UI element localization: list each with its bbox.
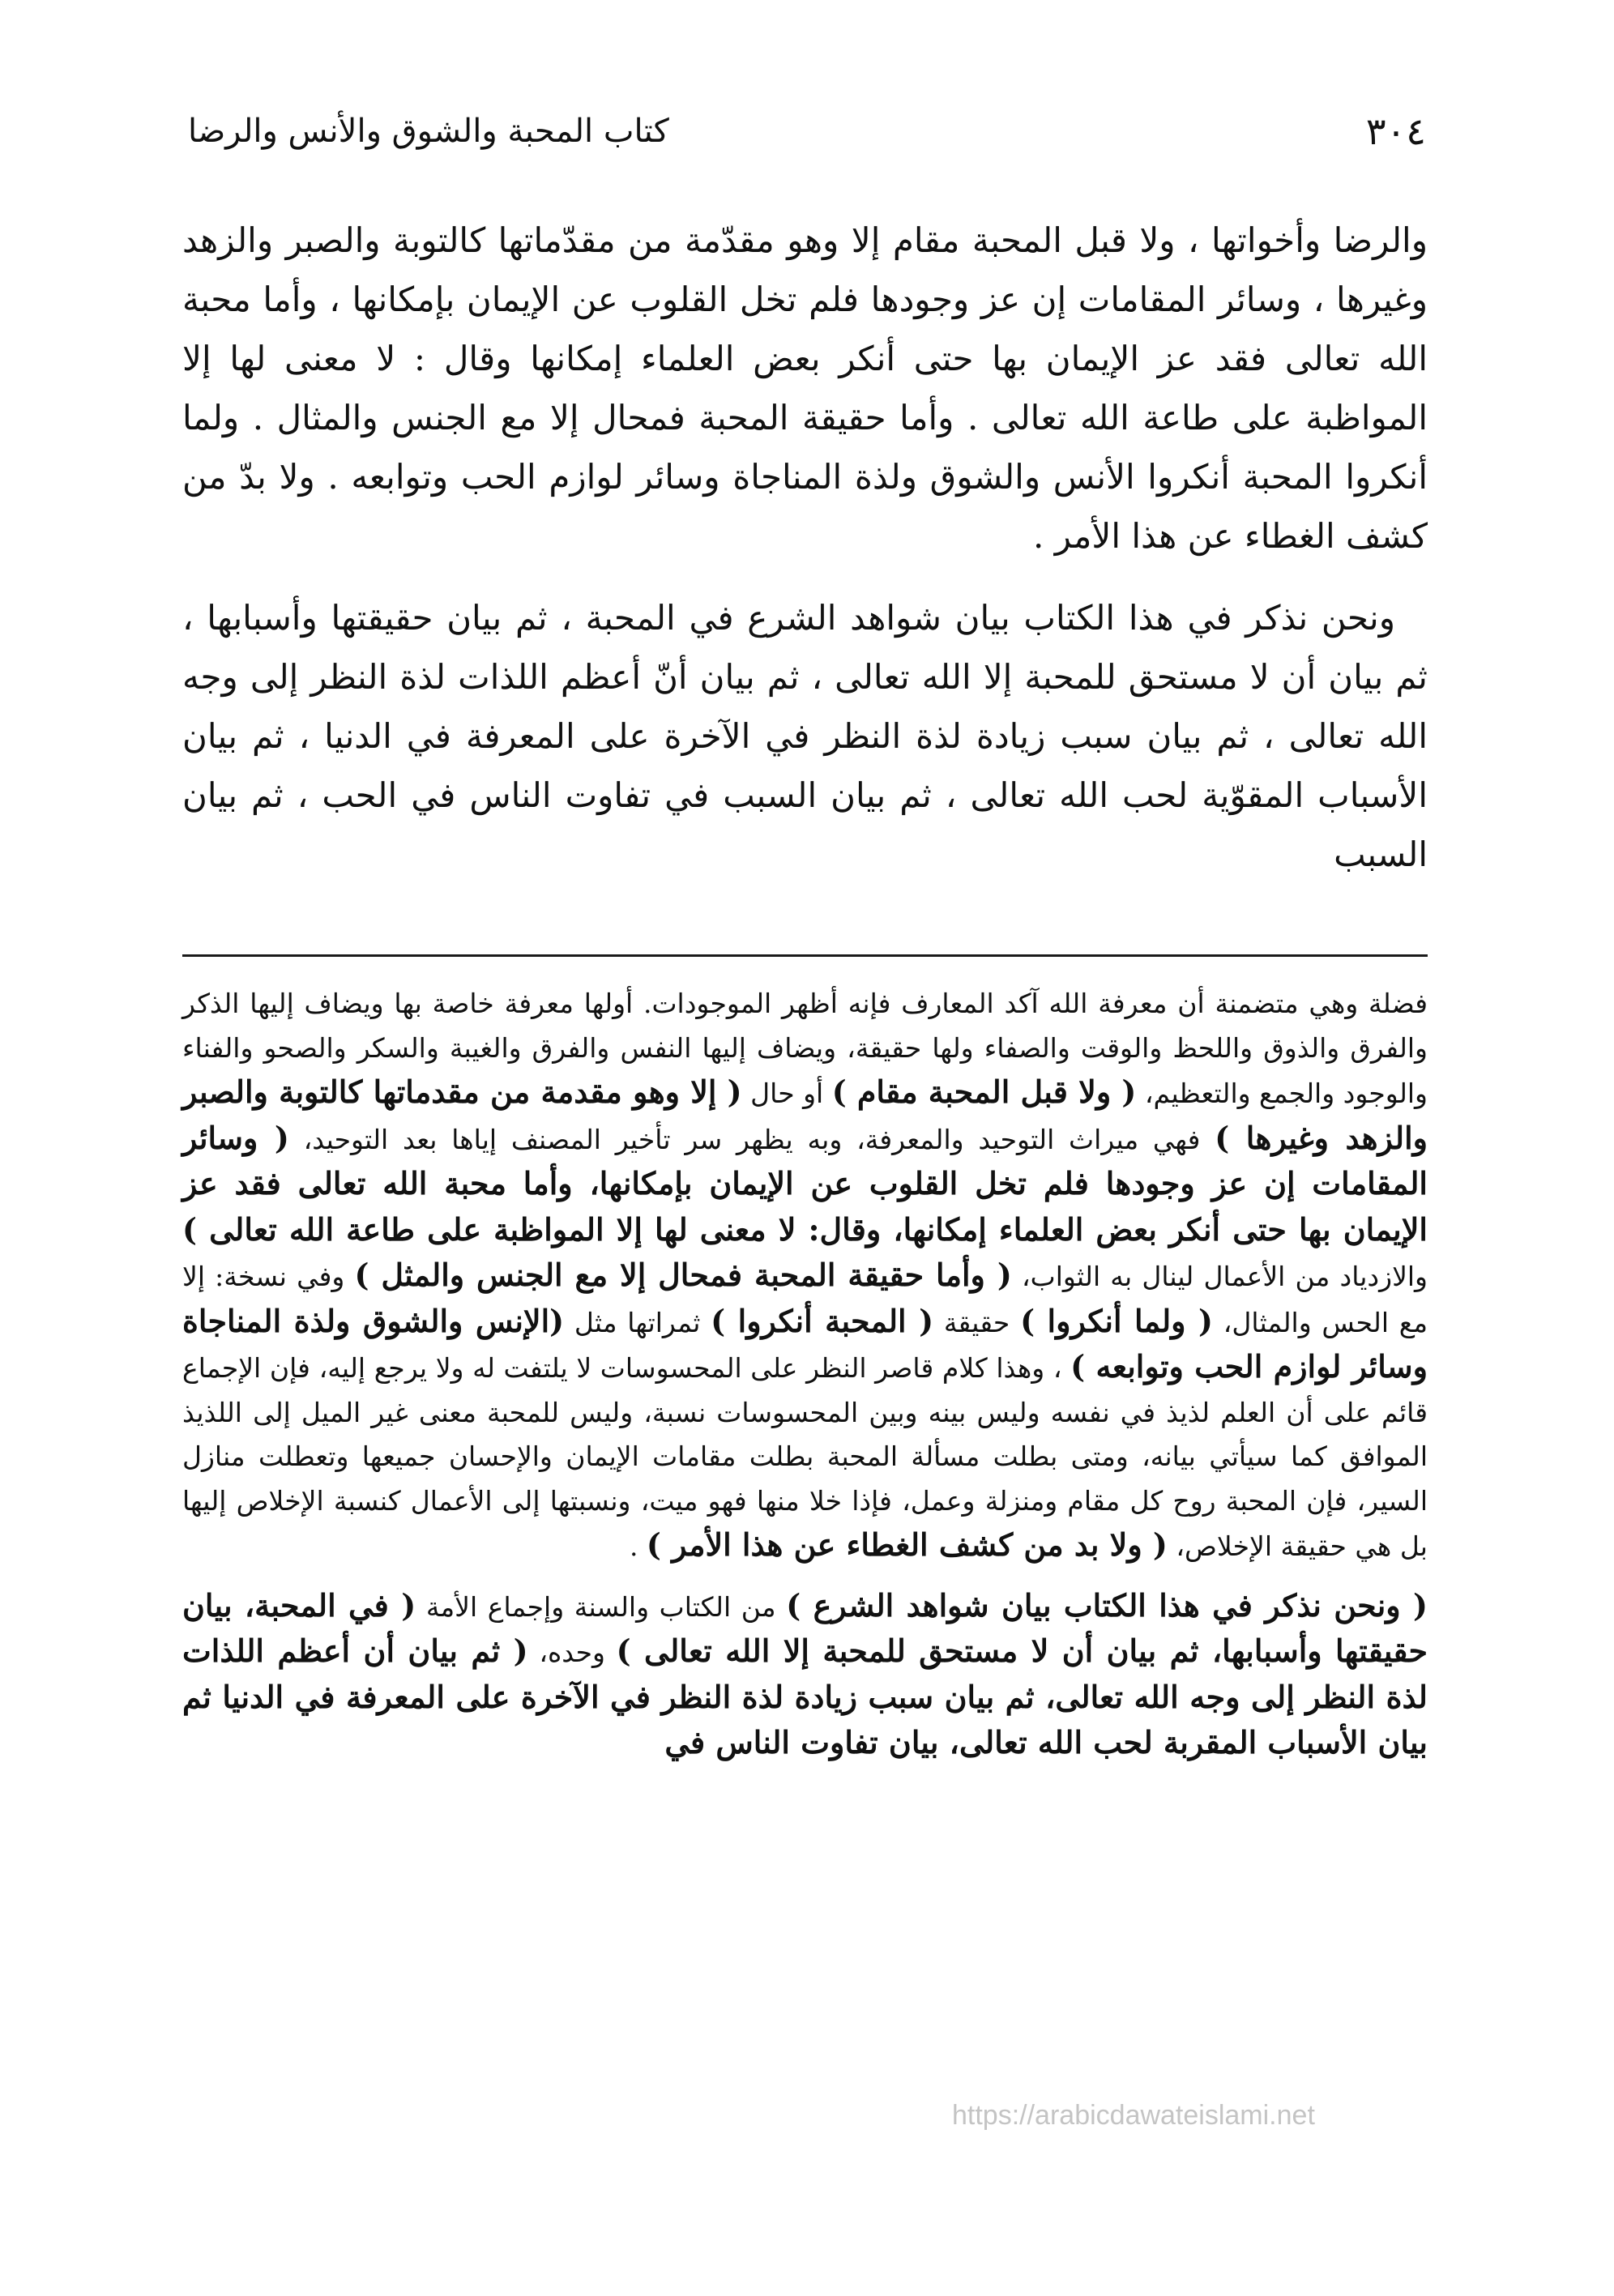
- quoted-text: ( في المحبة، بيان حقيقتها وأسبابها، ثم بيان أن لا مستحق للمحبة إلا الله تعالى ): [182, 1586, 1428, 1669]
- running-title: كتاب المحبة والشوق والأنس والرضا: [188, 113, 669, 150]
- footnote-divider: [182, 954, 1428, 957]
- quoted-text: ( ولما أنكروا ): [1020, 1302, 1213, 1339]
- commentary-text: .: [629, 1530, 647, 1562]
- commentary-text: فضلة وهي متضمنة أن معرفة الله آكد المعارف فإنه أظهر الموجودات. أولها معرفة خاصة بها ويضاف إليها الذكر والفرق والذوق واللحظ والوقت والصفاء ولها حقيقة، ويضاف إليها النفس والفرق والغيبة والسكر والصحو والفناء والوجود والجمع والتعظيم،: [182, 988, 1428, 1109]
- quoted-text: ( ولا بد من كشف الغطاء عن هذا الأمر ): [646, 1526, 1168, 1563]
- commentary-text: أو حال: [741, 1078, 832, 1109]
- quoted-text: ( ونحن نذكر في هذا الكتاب بيان شواهد الشرع ): [786, 1586, 1428, 1624]
- commentary-text: فهي ميراث التوحيد والمعرفة، وبه يظهر سر تأخير المصنف إياها بعد التوحيد،: [288, 1123, 1215, 1155]
- commentary-text: ثمراتها مثل: [564, 1306, 711, 1338]
- commentary: [182, 982, 1428, 1767]
- commentary-text: ، وهذا كلام قاصر النظر على المحسوسات لا يلتفت له ولا يرجع إليه، فإن الإجماع قائم على أن العلم لذيذ في نفسه وليس بينه وبين المحسوسات نسبة، وليس للمحبة معنى غير الميل إلى اللذيذ الموافق كما سيأتي بيانه، ومتى بطلت مسألة المحبة بطلت مقامات الإيمان والإحسان جميعها وتعطلت منازل السير، فإن المحبة روح كل مقام ومنزلة وعمل، فإذا خلا منها فهو ميت، ونسبتها إلى الأعمال كنسبة الإخلاص إليها بل هي حقيقة الإخلاص،: [182, 1352, 1428, 1562]
- quoted-text: ( ثم بيان أن أعظم اللذات لذة النظر إلى وجه الله تعالى، ثم بيان سبب زيادة لذة النظر في الآخرة على المعرفة في الدنيا ثم بيان الأسباب المقربة لحب الله تعالى، بيان تفاوت الناس في: [182, 1632, 1428, 1760]
- quoted-text: ( وأما حقيقة المحبة فمحال إلا مع الجنس والمثل ): [354, 1257, 1012, 1293]
- watermark-url: https://arabicdawateislami.net: [952, 2100, 1315, 2131]
- commentary-text: والازدياد من الأعمال لينال به الثواب،: [1011, 1261, 1428, 1292]
- main-paragraph: ونحن نذكر في هذا الكتاب بيان شواهد الشرع في المحبة ، ثم بيان حقيقتها وأسبابها ، ثم بيان أن لا مستحق للمحبة إلا الله تعالى ، ثم بيان أنّ أعظم اللذات لذة النظر إلى وجه الله تعالى ، ثم بيان سبب زيادة لذة النظر في الآخرة على المعرفة في الدنيا ، ثم بيان الأسباب المقوّية لحب الله تعالى ، ثم بيان السبب في تفاوت الناس في الحب ، ثم بيان السبب: [182, 598, 1428, 874]
- main-paragraph: والرضا وأخواتها ، ولا قبل المحبة مقام إلا وهو مقدّمة من مقدّماتها كالتوبة والصبر والزهد وغيرها ، وسائر المقامات إن عز وجودها فلم تخل القلوب عن الإيمان بإمكانها ، وأما محبة الله تعالى فقد عز الإيمان بها حتى أنكر بعض العلماء إمكانها وقال : لا معنى لها إلا المواظبة على طاعة الله تعالى . وأما حقيقة المحبة فمحال إلا مع الجنس والمثال . ولما أنكروا المحبة أنكروا الأنس والشوق ولذة المناجاة وسائر لوازم الحب وتوابعه . ولا بدّ من كشف الغطاء عن هذا الأمر .: [182, 220, 1428, 556]
- quoted-text: ( وسائر المقامات إن عز وجودها فلم تخل القلوب عن الإيمان بإمكانها، وأما محبة الله تعالى فقد عز الإيمان بها حتى أنكر بعض العلماء إمكانها، وقال: لا معنى لها إلا المواظبة على طاعة الله تعالى ): [182, 1119, 1428, 1248]
- quoted-text: ( المحبة أنكروا ): [711, 1302, 934, 1339]
- quoted-text: ( إلا وهو مقدمة من مقدماتها كالتوبة والصبر والزهد وغيرها ): [182, 1073, 1428, 1156]
- main-text: [182, 211, 1428, 884]
- page-header: [188, 107, 1426, 156]
- page-number: ٣٠٤: [1365, 109, 1426, 153]
- quoted-text: ( ولا قبل المحبة مقام ): [831, 1073, 1137, 1110]
- commentary-paragraph: [182, 1584, 1428, 1767]
- quoted-text: (الإنس والشوق ولذة المناجاة وسائر لوازم الحب وتوابعه ): [182, 1302, 1428, 1385]
- commentary-text: وفي نسخة: إلا مع الحس والمثال،: [182, 1261, 1428, 1338]
- commentary-text: وحده،: [527, 1637, 617, 1668]
- commentary-text: من الكتاب والسنة وإجماع الأمة: [416, 1590, 787, 1623]
- commentary-paragraph: [182, 982, 1428, 1569]
- commentary-text: حقيقة: [933, 1306, 1021, 1338]
